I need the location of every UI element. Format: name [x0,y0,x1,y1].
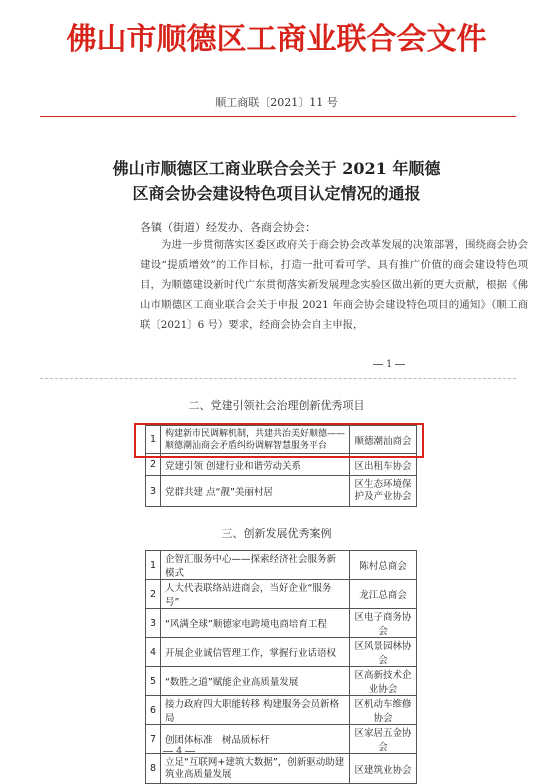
row-number: 3 [146,476,161,507]
unit-name: 区家居五金协会 [350,725,417,754]
table-row [146,638,417,667]
row-number: 1 [146,426,161,454]
project-name: 开展企业诚信管理工作，掌握行业话语权 [161,638,350,667]
row-number: 6 [146,696,161,725]
section3-title: 三、创新发展优秀案例 [221,527,332,540]
unit-name: 区生态环境保护及产业协会 [350,476,417,507]
project-name: 构建新市民调解机制，共建共治美好顺德——顺德潮汕商会矛盾纠纷调解智慧服务平台 [161,426,350,454]
notice-title-line1: 佛山市顺德区工商业联合会关于 2021 年顺德 [112,159,441,178]
project-name: 党建引领 创建行业和谐劳动关系 [161,454,350,476]
section2-title: 二、党建引领社会治理创新优秀项目 [188,399,365,412]
project-name: 人大代表联络站进商会，当好企业“服务号” [161,580,350,609]
row-number: 2 [146,454,161,476]
unit-name: 顺德潮汕商会 [350,426,417,454]
unit-name: 区电子商务协会 [350,609,417,638]
unit-name: 区机动车维修协会 [350,696,417,725]
notice-title [70,156,483,206]
org-header-title: 佛山市顺德区工商业联合会文件 [66,22,487,57]
project-name: 接力政府四大职能转移 构建服务会员新格局 [161,696,350,725]
table-row [146,667,417,696]
page-separator [40,378,516,379]
project-name: 企智汇服务中心——探索经济社会服务新模式 [161,551,350,580]
row-number: 5 [146,667,161,696]
unit-name: 龙江总商会 [350,580,417,609]
table-row [146,754,417,784]
project-name: 创团体标准 树品质标杆 [161,725,350,754]
unit-name: 区高新技术企业协会 [350,667,417,696]
project-name: “数胜之道”赋能企业高质量发展 [161,667,350,696]
table-row [146,580,417,609]
table-row [146,696,417,725]
unit-name: 区建筑业协会 [350,754,417,784]
unit-name: 区风景园林协会 [350,638,417,667]
project-name: “风满全球”顺德家电跨境电商培育工程 [161,609,350,638]
project-name: 党群共建 点“靓”美丽村居 [161,476,350,507]
table-row [146,551,417,580]
notice-body: 为进一步贯彻落实区委区政府关于商会协会改革发展的决策部署，围绕商会协会建设“提质增效”的工作目标，打造一批可看可学、具有推广价值的商会建设特色项目，为顺德建设新时代广东贯彻落实新发展理念实验区做出新的更大贡献，根据《佛山市顺德区工商业联合会关于申报 2021 年商会协会建设特色项目的通知》（顺工商联〔2021〕6 号）要求，经商会协会自主申报， [140,239,528,331]
document-number: 顺工商联〔2021〕11 号 [215,96,338,109]
notice-title-line2: 区商会协会建设特色项目认定情况的通报 [132,184,421,203]
row-number: 3 [146,609,161,638]
highlight-box [134,423,424,458]
table-row [146,476,417,507]
salutation: 各镇（街道）经发办、各商会协会： [140,221,316,234]
row-number: 4 [146,638,161,667]
table-row [146,609,417,638]
row-number: 1 [146,551,161,580]
row-number: 8 [146,754,161,784]
unit-name: 区出租车协会 [350,454,417,476]
project-name: 立足“互联网+建筑大数据”，创新驱动助建筑业高质量发展 [161,754,350,784]
unit-name: 陈村总商会 [350,551,417,580]
row-number: 2 [146,580,161,609]
row-number: 7 [146,725,161,754]
red-divider [40,116,516,117]
page-number-top: 1 [370,359,408,370]
page-number-bottom: 4 [160,746,198,757]
